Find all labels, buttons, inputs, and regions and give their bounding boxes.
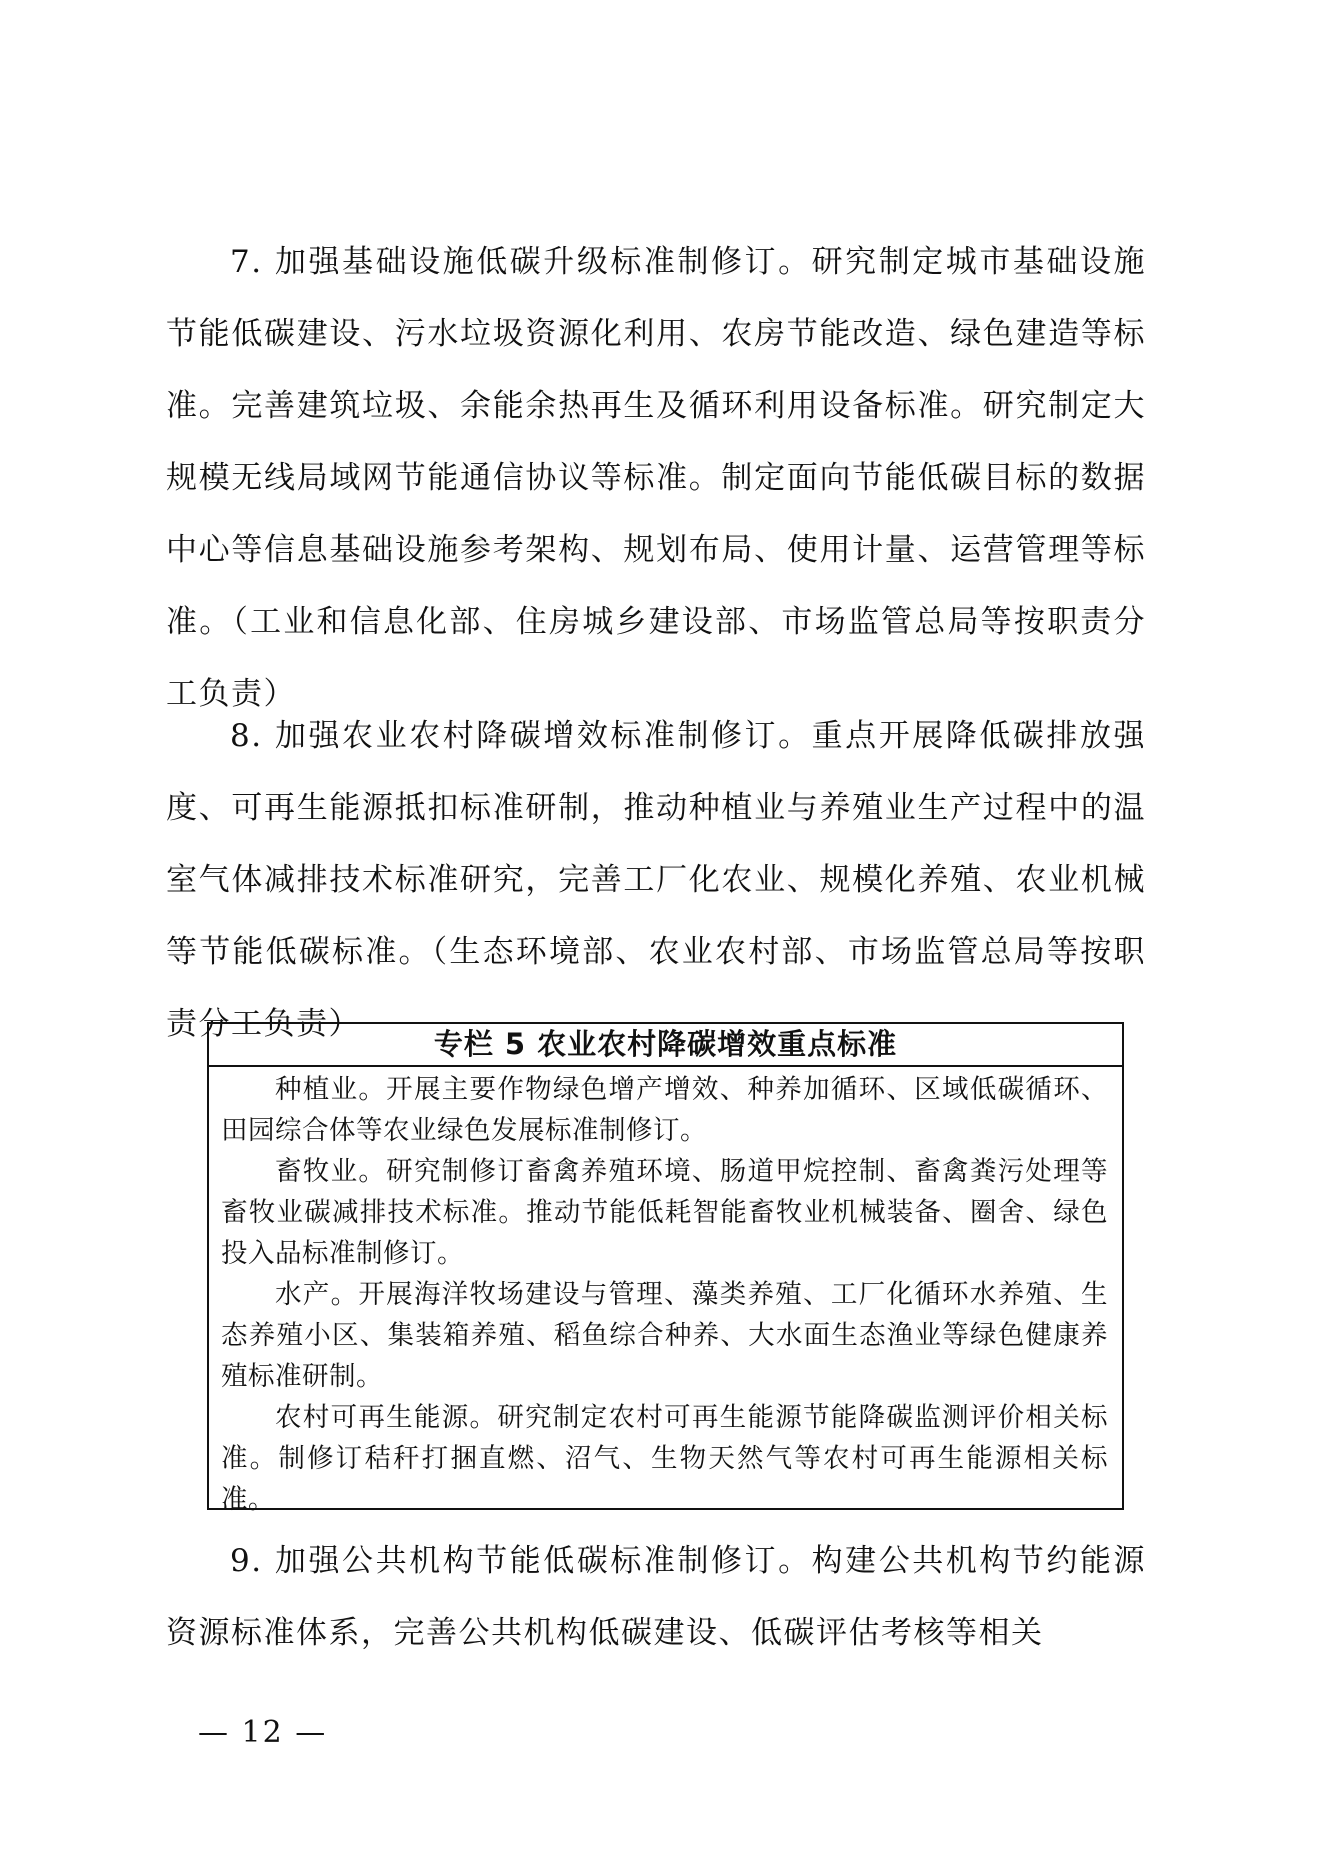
column-title: 专栏 5 农业农村降碳增效重点标准 (209, 1024, 1122, 1067)
paragraph-item-7: 7. 加强基础设施低碳升级标准制修订。研究制定城市基础设施节能低碳建设、污水垃圾资源化利用、农房节能改造、绿色建造等标准。完善建筑垃圾、余能余热再生及循环利用设备标准。研究制定大规模无线局域网节能通信协议等标准。制定面向节能低碳目标的数据中心等信息基础设施参考架构、规划布局、使用计量、运营管理等标准。（工业和信息化部、住房城乡建设部、市场监管总局等按职责分工负责） (166, 244, 1146, 712)
page-number: — 12 — (198, 1715, 328, 1750)
column-item-aquaculture: 水产。开展海洋牧场建设与管理、藻类养殖、工厂化循环水养殖、生态养殖小区、集装箱养殖、稻鱼综合种养、大水面生态渔业等绿色健康养殖标准研制。 (221, 1279, 1108, 1392)
column-item-rural-energy: 农村可再生能源。研究制定农村可再生能源节能降碳监测评价相关标准。制修订秸秆打捆直燃、沼气、生物天然气等农村可再生能源相关标准。 (221, 1402, 1108, 1515)
special-column-box (207, 1022, 1124, 1515)
column-body (209, 1067, 1122, 1520)
column-item-planting: 种植业。开展主要作物绿色增产增效、种养加循环、区域低碳循环、田园综合体等农业绿色发展标准制修订。 (221, 1074, 1108, 1146)
column-item-livestock: 畜牧业。研究制修订畜禽养殖环境、肠道甲烷控制、畜禽粪污处理等畜牧业碳减排技术标准。推动节能低耗智能畜牧业机械装备、圈舍、绿色投入品标准制修订。 (221, 1156, 1108, 1269)
paragraph-item-8: 8. 加强农业农村降碳增效标准制修订。重点开展降低碳排放强度、可再生能源抵扣标准研制，推动种植业与养殖业生产过程中的温室气体减排技术标准研究，完善工厂化农业、规模化养殖、农业机械等节能低碳标准。（生态环境部、农业农村部、市场监管总局等按职责分工负责） (166, 718, 1146, 1042)
paragraph-item-9: 9. 加强公共机构节能低碳标准制修订。构建公共机构节约能源资源标准体系，完善公共机构低碳建设、低碳评估考核等相关 (166, 1543, 1146, 1651)
